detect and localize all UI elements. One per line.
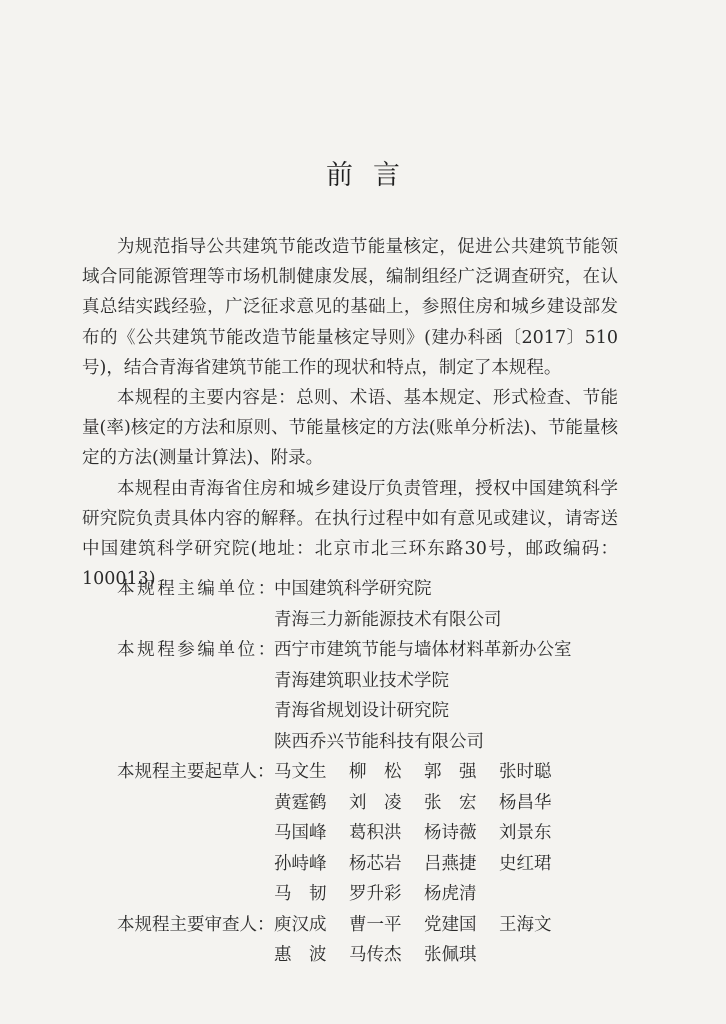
- person-name: 张佩琪: [424, 945, 477, 965]
- person-name: 孙峙峰: [274, 853, 327, 874]
- person-name: 马 韧: [274, 884, 327, 904]
- contributors-section: [82, 574, 642, 971]
- chief-editor-label: 本规程主编单位：: [117, 579, 278, 599]
- participating-editor-unit: 西宁市建筑节能与墙体材料革新办公室: [274, 640, 572, 660]
- participating-editor-label: 本规程参编单位：: [117, 640, 278, 660]
- person-name: 杨虎清: [424, 884, 477, 904]
- reviewers-list: [82, 910, 642, 971]
- person-name: 柳 松: [349, 762, 402, 782]
- person-name: 庾汉成: [274, 914, 327, 935]
- paragraph-purpose: 为规范指导公共建筑节能改造节能量核定，促进公共建筑节能领域合同能源管理等市场机制健康发展，编制组经广泛调查研究，在认真总结实践经验，广泛征求意见的基础上，参照住房和城乡建设部发布的《公共建筑节能改造节能量核定导则》(建办科函〔2017〕510号)，结合青海省建筑节能工作的现状和特点，制定了本规程。: [82, 237, 618, 378]
- person-name: 杨诗薇: [424, 823, 477, 843]
- name-row: [274, 818, 642, 849]
- person-name: 黄霆鹤: [274, 792, 327, 813]
- drafters-list: [82, 757, 642, 910]
- participating-editor-unit: 青海建筑职业技术学院: [274, 670, 449, 691]
- participating-editor-unit: 青海省规划设计研究院: [274, 701, 449, 721]
- name-row: [274, 879, 642, 910]
- person-name: 刘景东: [499, 823, 552, 843]
- name-row: [274, 849, 642, 880]
- person-name: 曹一平: [349, 914, 402, 935]
- person-name: 郭 强: [424, 762, 477, 782]
- paragraph-contents: 本规程的主要内容是：总则、术语、基本规定、形式检查、节能量(率)核定的方法和原则、节能量核定的方法(账单分析法)、节能量核定的方法(测量计算法)、附录。: [82, 388, 618, 469]
- person-name: 杨昌华: [499, 792, 552, 813]
- person-name: 张 宏: [424, 792, 477, 813]
- drafters-label: 本规程主要起草人：: [117, 762, 275, 782]
- person-name: 吕燕捷: [424, 853, 477, 874]
- chief-editor-units: [82, 574, 642, 635]
- paragraph-administration: 本规程由青海省住房和城乡建设厅负责管理，授权中国建筑科学研究院负责具体内容的解释。在执行过程中如有意见或建议，请寄送中国建筑科学研究院(地址：北京市北三环东路30号，邮政编码：100013): [82, 478, 618, 590]
- person-name: 罗升彩: [349, 884, 402, 904]
- person-name: 马文生: [274, 762, 327, 782]
- preface-body: [82, 232, 618, 594]
- person-name: 史红珺: [499, 853, 552, 874]
- person-name: 马国峰: [274, 823, 327, 843]
- person-name: 张时聪: [499, 762, 552, 782]
- person-name: 刘 凌: [349, 792, 402, 813]
- chief-editor-unit: 中国建筑科学研究院: [274, 579, 432, 599]
- participating-editor-unit: 陕西乔兴节能科技有限公司: [274, 731, 484, 752]
- person-name: 惠 波: [274, 945, 327, 965]
- participating-editor-units: [82, 635, 642, 757]
- reviewers-label: 本规程主要审查人：: [117, 914, 275, 935]
- name-row: [274, 788, 642, 819]
- name-row: [274, 757, 642, 788]
- page-title: 前言: [326, 160, 420, 191]
- person-name: 王海文: [499, 914, 552, 935]
- chief-editor-unit: 青海三力新能源技术有限公司: [274, 609, 502, 630]
- name-row: [274, 910, 642, 941]
- person-name: 党建国: [424, 914, 477, 935]
- name-row: [274, 940, 642, 971]
- person-name: 葛积洪: [349, 823, 402, 843]
- person-name: 杨芯岩: [349, 853, 402, 874]
- person-name: 马传杰: [349, 945, 402, 965]
